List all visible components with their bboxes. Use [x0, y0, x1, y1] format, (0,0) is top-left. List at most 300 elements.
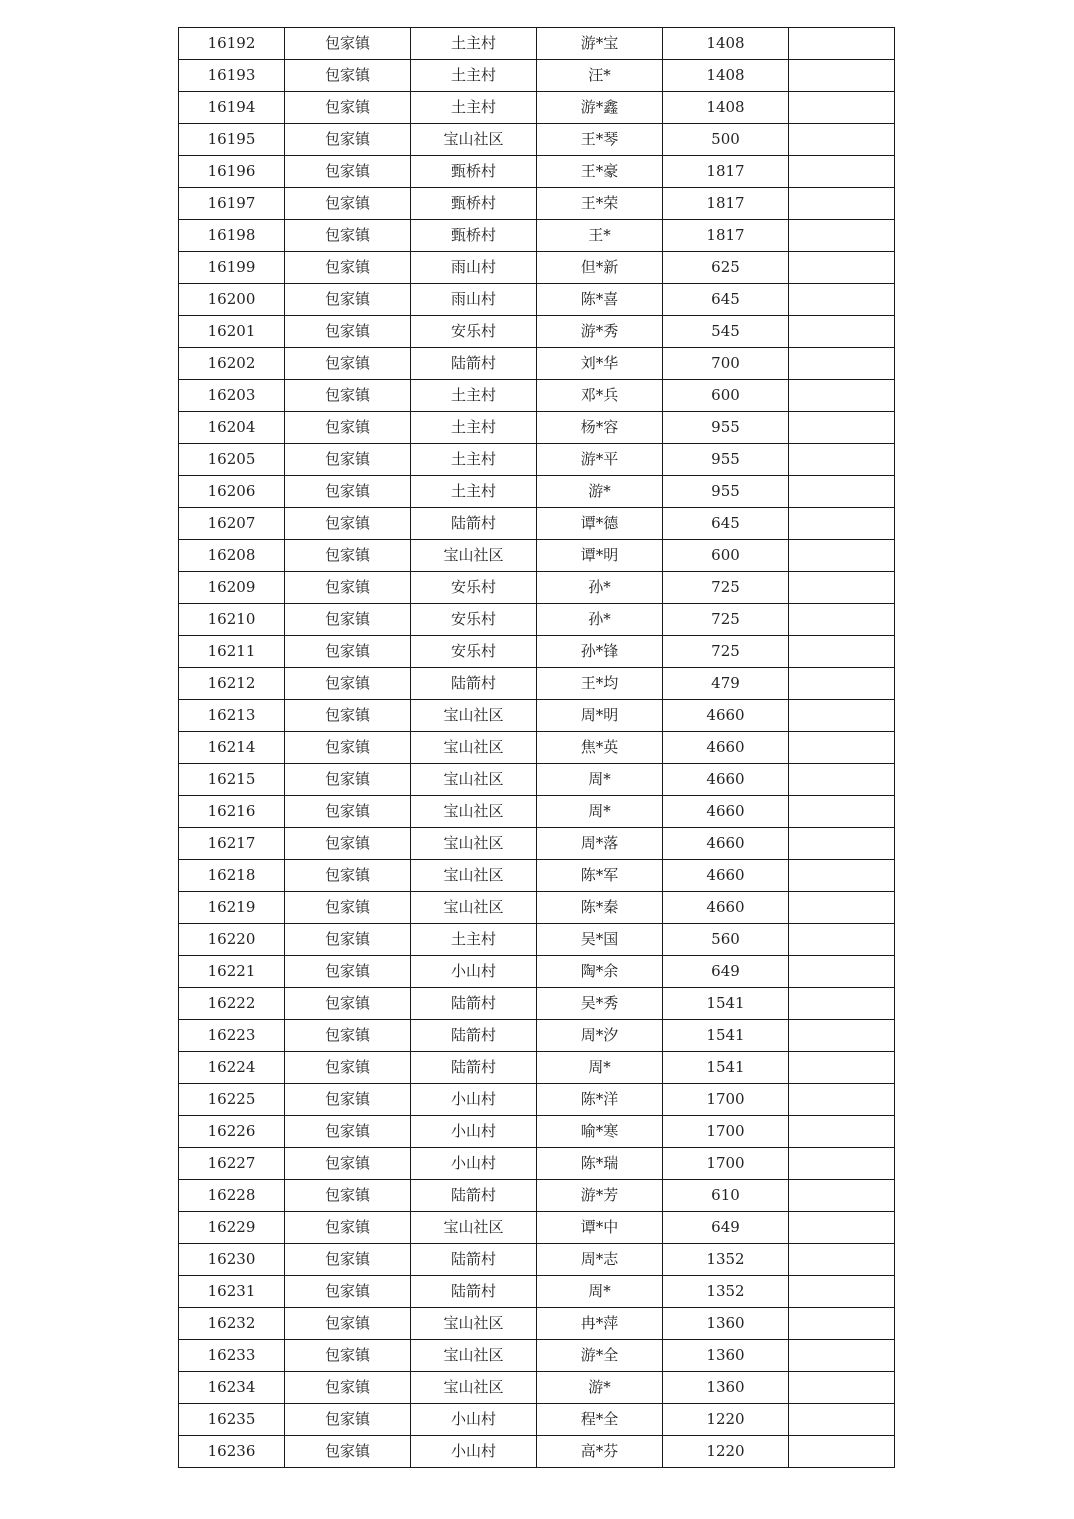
serial-number-cell: 16207	[179, 508, 285, 540]
village-cell: 陆箭村	[411, 348, 537, 380]
name-cell: 王*均	[537, 668, 663, 700]
serial-number-cell: 16232	[179, 1308, 285, 1340]
table-row	[179, 1212, 895, 1244]
remarks-cell	[789, 284, 895, 316]
table-row	[179, 1308, 895, 1340]
serial-number-cell: 16210	[179, 604, 285, 636]
amount-cell: 645	[663, 284, 789, 316]
remarks-cell	[789, 572, 895, 604]
town-cell: 包家镇	[285, 156, 411, 188]
amount-cell: 1352	[663, 1276, 789, 1308]
amount-cell: 725	[663, 604, 789, 636]
name-cell: 周*汐	[537, 1020, 663, 1052]
table-row	[179, 668, 895, 700]
name-cell: 但*新	[537, 252, 663, 284]
table-row	[179, 1404, 895, 1436]
amount-cell: 1408	[663, 60, 789, 92]
amount-cell: 725	[663, 636, 789, 668]
amount-cell: 955	[663, 412, 789, 444]
table-row	[179, 124, 895, 156]
remarks-cell	[789, 1372, 895, 1404]
serial-number-cell: 16199	[179, 252, 285, 284]
name-cell: 谭*明	[537, 540, 663, 572]
town-cell: 包家镇	[285, 28, 411, 60]
village-cell: 安乐村	[411, 636, 537, 668]
name-cell: 周*	[537, 764, 663, 796]
name-cell: 周*	[537, 1276, 663, 1308]
serial-number-cell: 16231	[179, 1276, 285, 1308]
town-cell: 包家镇	[285, 1052, 411, 1084]
name-cell: 孙*	[537, 604, 663, 636]
name-cell: 周*志	[537, 1244, 663, 1276]
village-cell: 小山村	[411, 1116, 537, 1148]
village-cell: 土主村	[411, 92, 537, 124]
village-cell: 土主村	[411, 924, 537, 956]
village-cell: 土主村	[411, 60, 537, 92]
amount-cell: 1352	[663, 1244, 789, 1276]
town-cell: 包家镇	[285, 1404, 411, 1436]
table-row	[179, 444, 895, 476]
village-cell: 小山村	[411, 1084, 537, 1116]
town-cell: 包家镇	[285, 1244, 411, 1276]
town-cell: 包家镇	[285, 828, 411, 860]
serial-number-cell: 16223	[179, 1020, 285, 1052]
amount-cell: 4660	[663, 892, 789, 924]
remarks-cell	[789, 220, 895, 252]
serial-number-cell: 16222	[179, 988, 285, 1020]
remarks-cell	[789, 476, 895, 508]
serial-number-cell: 16224	[179, 1052, 285, 1084]
town-cell: 包家镇	[285, 1180, 411, 1212]
serial-number-cell: 16235	[179, 1404, 285, 1436]
table-row	[179, 1180, 895, 1212]
table-row	[179, 892, 895, 924]
remarks-cell	[789, 668, 895, 700]
name-cell: 冉*萍	[537, 1308, 663, 1340]
remarks-cell	[789, 412, 895, 444]
town-cell: 包家镇	[285, 1372, 411, 1404]
amount-cell: 955	[663, 444, 789, 476]
amount-cell: 955	[663, 476, 789, 508]
amount-cell: 1700	[663, 1148, 789, 1180]
amount-cell: 1360	[663, 1308, 789, 1340]
name-cell: 游*宝	[537, 28, 663, 60]
remarks-cell	[789, 1404, 895, 1436]
serial-number-cell: 16221	[179, 956, 285, 988]
remarks-cell	[789, 28, 895, 60]
amount-cell: 649	[663, 1212, 789, 1244]
serial-number-cell: 16195	[179, 124, 285, 156]
table-row	[179, 316, 895, 348]
serial-number-cell: 16214	[179, 732, 285, 764]
amount-cell: 4660	[663, 732, 789, 764]
name-cell: 周*	[537, 1052, 663, 1084]
village-cell: 小山村	[411, 956, 537, 988]
name-cell: 王*豪	[537, 156, 663, 188]
remarks-cell	[789, 892, 895, 924]
amount-cell: 610	[663, 1180, 789, 1212]
table-row	[179, 572, 895, 604]
remarks-cell	[789, 1276, 895, 1308]
serial-number-cell: 16226	[179, 1116, 285, 1148]
serial-number-cell: 16202	[179, 348, 285, 380]
serial-number-cell: 16196	[179, 156, 285, 188]
table-row	[179, 252, 895, 284]
village-cell: 安乐村	[411, 316, 537, 348]
town-cell: 包家镇	[285, 1020, 411, 1052]
serial-number-cell: 16228	[179, 1180, 285, 1212]
remarks-cell	[789, 1084, 895, 1116]
town-cell: 包家镇	[285, 476, 411, 508]
amount-cell: 725	[663, 572, 789, 604]
town-cell: 包家镇	[285, 1308, 411, 1340]
village-cell: 甄桥村	[411, 156, 537, 188]
serial-number-cell: 16227	[179, 1148, 285, 1180]
town-cell: 包家镇	[285, 252, 411, 284]
town-cell: 包家镇	[285, 508, 411, 540]
table-row	[179, 284, 895, 316]
remarks-cell	[789, 1116, 895, 1148]
remarks-cell	[789, 156, 895, 188]
village-cell: 陆箭村	[411, 668, 537, 700]
name-cell: 陈*军	[537, 860, 663, 892]
remarks-cell	[789, 1148, 895, 1180]
table-row	[179, 476, 895, 508]
village-cell: 陆箭村	[411, 1052, 537, 1084]
serial-number-cell: 16225	[179, 1084, 285, 1116]
town-cell: 包家镇	[285, 1084, 411, 1116]
name-cell: 游*平	[537, 444, 663, 476]
town-cell: 包家镇	[285, 796, 411, 828]
table-row	[179, 508, 895, 540]
amount-cell: 1817	[663, 188, 789, 220]
name-cell: 陈*秦	[537, 892, 663, 924]
data-table	[178, 27, 895, 1468]
serial-number-cell: 16201	[179, 316, 285, 348]
name-cell: 游*秀	[537, 316, 663, 348]
serial-number-cell: 16233	[179, 1340, 285, 1372]
name-cell: 陶*余	[537, 956, 663, 988]
remarks-cell	[789, 1340, 895, 1372]
amount-cell: 1817	[663, 220, 789, 252]
name-cell: 程*全	[537, 1404, 663, 1436]
town-cell: 包家镇	[285, 700, 411, 732]
serial-number-cell: 16203	[179, 380, 285, 412]
remarks-cell	[789, 1244, 895, 1276]
amount-cell: 1700	[663, 1116, 789, 1148]
table-row	[179, 860, 895, 892]
table-row	[179, 1084, 895, 1116]
village-cell: 陆箭村	[411, 988, 537, 1020]
name-cell: 谭*德	[537, 508, 663, 540]
remarks-cell	[789, 252, 895, 284]
serial-number-cell: 16230	[179, 1244, 285, 1276]
village-cell: 小山村	[411, 1404, 537, 1436]
amount-cell: 1220	[663, 1436, 789, 1468]
town-cell: 包家镇	[285, 988, 411, 1020]
town-cell: 包家镇	[285, 924, 411, 956]
town-cell: 包家镇	[285, 540, 411, 572]
table-row	[179, 604, 895, 636]
remarks-cell	[789, 540, 895, 572]
amount-cell: 1360	[663, 1340, 789, 1372]
town-cell: 包家镇	[285, 732, 411, 764]
serial-number-cell: 16204	[179, 412, 285, 444]
town-cell: 包家镇	[285, 1116, 411, 1148]
table-row	[179, 1052, 895, 1084]
remarks-cell	[789, 124, 895, 156]
table-row	[179, 828, 895, 860]
town-cell: 包家镇	[285, 284, 411, 316]
amount-cell: 4660	[663, 700, 789, 732]
amount-cell: 4660	[663, 764, 789, 796]
name-cell: 高*芬	[537, 1436, 663, 1468]
name-cell: 邓*兵	[537, 380, 663, 412]
town-cell: 包家镇	[285, 1212, 411, 1244]
remarks-cell	[789, 348, 895, 380]
table-row	[179, 380, 895, 412]
table-row	[179, 1116, 895, 1148]
village-cell: 小山村	[411, 1436, 537, 1468]
remarks-cell	[789, 1020, 895, 1052]
village-cell: 雨山村	[411, 284, 537, 316]
town-cell: 包家镇	[285, 60, 411, 92]
serial-number-cell: 16212	[179, 668, 285, 700]
village-cell: 宝山社区	[411, 892, 537, 924]
town-cell: 包家镇	[285, 444, 411, 476]
town-cell: 包家镇	[285, 1436, 411, 1468]
village-cell: 陆箭村	[411, 1180, 537, 1212]
remarks-cell	[789, 92, 895, 124]
table-row	[179, 732, 895, 764]
name-cell: 陈*洋	[537, 1084, 663, 1116]
village-cell: 宝山社区	[411, 540, 537, 572]
amount-cell: 600	[663, 380, 789, 412]
amount-cell: 1541	[663, 1052, 789, 1084]
table-body	[179, 28, 895, 1468]
name-cell: 吴*秀	[537, 988, 663, 1020]
name-cell: 周*落	[537, 828, 663, 860]
table-row	[179, 1244, 895, 1276]
town-cell: 包家镇	[285, 764, 411, 796]
remarks-cell	[789, 604, 895, 636]
name-cell: 周*	[537, 796, 663, 828]
serial-number-cell: 16219	[179, 892, 285, 924]
serial-number-cell: 16218	[179, 860, 285, 892]
town-cell: 包家镇	[285, 316, 411, 348]
serial-number-cell: 16217	[179, 828, 285, 860]
remarks-cell	[789, 316, 895, 348]
table-row	[179, 636, 895, 668]
table-row	[179, 1436, 895, 1468]
serial-number-cell: 16198	[179, 220, 285, 252]
name-cell: 游*	[537, 1372, 663, 1404]
serial-number-cell: 16215	[179, 764, 285, 796]
table-row	[179, 540, 895, 572]
table-row	[179, 764, 895, 796]
name-cell: 焦*英	[537, 732, 663, 764]
serial-number-cell: 16206	[179, 476, 285, 508]
village-cell: 甄桥村	[411, 188, 537, 220]
name-cell: 刘*华	[537, 348, 663, 380]
town-cell: 包家镇	[285, 892, 411, 924]
amount-cell: 1541	[663, 1020, 789, 1052]
town-cell: 包家镇	[285, 956, 411, 988]
amount-cell: 4660	[663, 828, 789, 860]
serial-number-cell: 16211	[179, 636, 285, 668]
village-cell: 宝山社区	[411, 124, 537, 156]
remarks-cell	[789, 1052, 895, 1084]
name-cell: 周*明	[537, 700, 663, 732]
table-row	[179, 988, 895, 1020]
amount-cell: 1360	[663, 1372, 789, 1404]
serial-number-cell: 16229	[179, 1212, 285, 1244]
town-cell: 包家镇	[285, 1148, 411, 1180]
table-row	[179, 1276, 895, 1308]
name-cell: 陈*瑞	[537, 1148, 663, 1180]
table-row	[179, 220, 895, 252]
name-cell: 游*全	[537, 1340, 663, 1372]
village-cell: 宝山社区	[411, 1212, 537, 1244]
remarks-cell	[789, 988, 895, 1020]
town-cell: 包家镇	[285, 1340, 411, 1372]
village-cell: 陆箭村	[411, 1020, 537, 1052]
town-cell: 包家镇	[285, 188, 411, 220]
table-row	[179, 60, 895, 92]
serial-number-cell: 16200	[179, 284, 285, 316]
remarks-cell	[789, 60, 895, 92]
village-cell: 土主村	[411, 380, 537, 412]
name-cell: 游*芳	[537, 1180, 663, 1212]
town-cell: 包家镇	[285, 380, 411, 412]
name-cell: 王*琴	[537, 124, 663, 156]
amount-cell: 4660	[663, 796, 789, 828]
serial-number-cell: 16216	[179, 796, 285, 828]
remarks-cell	[789, 764, 895, 796]
name-cell: 王*	[537, 220, 663, 252]
town-cell: 包家镇	[285, 348, 411, 380]
remarks-cell	[789, 796, 895, 828]
serial-number-cell: 16213	[179, 700, 285, 732]
table-row	[179, 924, 895, 956]
name-cell: 杨*容	[537, 412, 663, 444]
amount-cell: 600	[663, 540, 789, 572]
remarks-cell	[789, 732, 895, 764]
serial-number-cell: 16192	[179, 28, 285, 60]
village-cell: 土主村	[411, 412, 537, 444]
village-cell: 安乐村	[411, 572, 537, 604]
village-cell: 陆箭村	[411, 508, 537, 540]
table-row	[179, 28, 895, 60]
amount-cell: 1817	[663, 156, 789, 188]
table-row	[179, 796, 895, 828]
amount-cell: 479	[663, 668, 789, 700]
table-row	[179, 188, 895, 220]
remarks-cell	[789, 924, 895, 956]
table-row	[179, 92, 895, 124]
village-cell: 土主村	[411, 28, 537, 60]
remarks-cell	[789, 700, 895, 732]
town-cell: 包家镇	[285, 92, 411, 124]
remarks-cell	[789, 1212, 895, 1244]
village-cell: 陆箭村	[411, 1276, 537, 1308]
town-cell: 包家镇	[285, 412, 411, 444]
serial-number-cell: 16197	[179, 188, 285, 220]
name-cell: 陈*喜	[537, 284, 663, 316]
amount-cell: 1220	[663, 1404, 789, 1436]
village-cell: 宝山社区	[411, 700, 537, 732]
amount-cell: 500	[663, 124, 789, 156]
amount-cell: 1408	[663, 92, 789, 124]
table-row	[179, 956, 895, 988]
village-cell: 甄桥村	[411, 220, 537, 252]
town-cell: 包家镇	[285, 572, 411, 604]
serial-number-cell: 16208	[179, 540, 285, 572]
remarks-cell	[789, 636, 895, 668]
name-cell: 吴*国	[537, 924, 663, 956]
village-cell: 宝山社区	[411, 1372, 537, 1404]
village-cell: 安乐村	[411, 604, 537, 636]
village-cell: 宝山社区	[411, 1340, 537, 1372]
remarks-cell	[789, 1308, 895, 1340]
serial-number-cell: 16236	[179, 1436, 285, 1468]
village-cell: 宝山社区	[411, 1308, 537, 1340]
serial-number-cell: 16193	[179, 60, 285, 92]
village-cell: 宝山社区	[411, 860, 537, 892]
remarks-cell	[789, 444, 895, 476]
amount-cell: 560	[663, 924, 789, 956]
name-cell: 游*	[537, 476, 663, 508]
name-cell: 孙*锋	[537, 636, 663, 668]
town-cell: 包家镇	[285, 124, 411, 156]
table-row	[179, 412, 895, 444]
village-cell: 宝山社区	[411, 796, 537, 828]
amount-cell: 625	[663, 252, 789, 284]
town-cell: 包家镇	[285, 1276, 411, 1308]
village-cell: 雨山村	[411, 252, 537, 284]
amount-cell: 1700	[663, 1084, 789, 1116]
table-row	[179, 1020, 895, 1052]
name-cell: 谭*中	[537, 1212, 663, 1244]
amount-cell: 645	[663, 508, 789, 540]
remarks-cell	[789, 1180, 895, 1212]
village-cell: 陆箭村	[411, 1244, 537, 1276]
serial-number-cell: 16205	[179, 444, 285, 476]
table-row	[179, 1340, 895, 1372]
name-cell: 王*荣	[537, 188, 663, 220]
amount-cell: 1541	[663, 988, 789, 1020]
village-cell: 宝山社区	[411, 764, 537, 796]
remarks-cell	[789, 1436, 895, 1468]
town-cell: 包家镇	[285, 668, 411, 700]
village-cell: 小山村	[411, 1148, 537, 1180]
name-cell: 喻*寒	[537, 1116, 663, 1148]
serial-number-cell: 16234	[179, 1372, 285, 1404]
serial-number-cell: 16209	[179, 572, 285, 604]
amount-cell: 700	[663, 348, 789, 380]
village-cell: 土主村	[411, 476, 537, 508]
town-cell: 包家镇	[285, 860, 411, 892]
town-cell: 包家镇	[285, 220, 411, 252]
table-row	[179, 348, 895, 380]
table-row	[179, 1148, 895, 1180]
remarks-cell	[789, 828, 895, 860]
serial-number-cell: 16220	[179, 924, 285, 956]
village-cell: 土主村	[411, 444, 537, 476]
table-row	[179, 700, 895, 732]
town-cell: 包家镇	[285, 636, 411, 668]
amount-cell: 4660	[663, 860, 789, 892]
